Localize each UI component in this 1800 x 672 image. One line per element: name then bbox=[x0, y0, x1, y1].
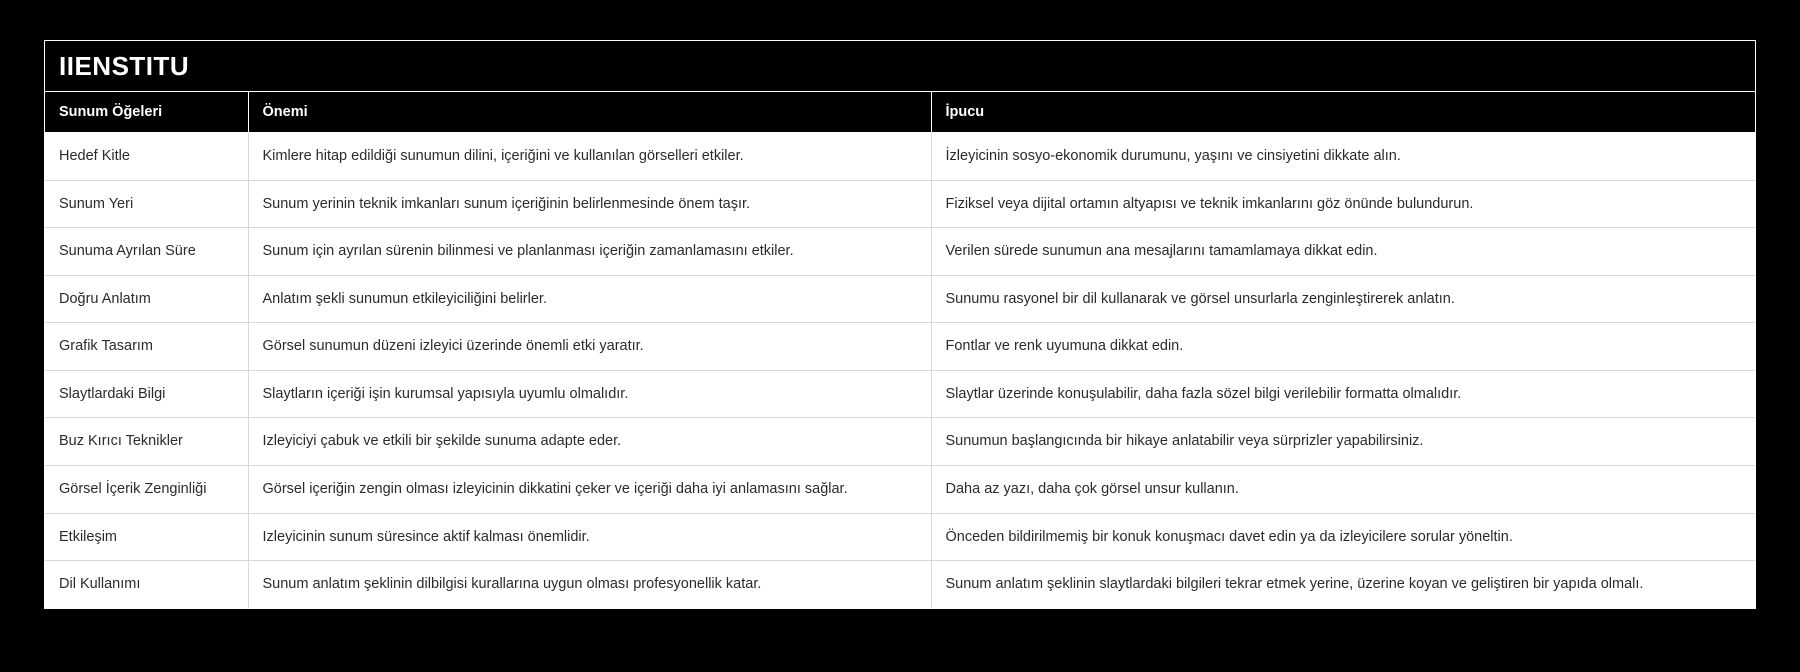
cell-tip: Fontlar ve renk uyumuna dikkat edin. bbox=[931, 323, 1755, 371]
table-header bbox=[45, 92, 1755, 133]
cell-tip: Daha az yazı, daha çok görsel unsur kullanın. bbox=[931, 466, 1755, 514]
cell-why: Slaytların içeriği işin kurumsal yapısıyla uyumlu olmalıdır. bbox=[248, 370, 931, 418]
cell-item: Sunuma Ayrılan Süre bbox=[45, 228, 248, 276]
cell-item: Etkileşim bbox=[45, 513, 248, 561]
cell-item: Hedef Kitle bbox=[45, 133, 248, 181]
cell-tip: Slaytlar üzerinde konuşulabilir, daha fazla sözel bilgi verilebilir formatta olmalıdır. bbox=[931, 370, 1755, 418]
column-header-ipucu: İpucu bbox=[931, 92, 1755, 133]
column-header-onemi: Önemi bbox=[248, 92, 931, 133]
cell-item: Grafik Tasarım bbox=[45, 323, 248, 371]
cell-why: Izleyiciyi çabuk ve etkili bir şekilde sunuma adapte eder. bbox=[248, 418, 931, 466]
cell-item: Görsel İçerik Zenginliği bbox=[45, 466, 248, 514]
table-row bbox=[45, 561, 1755, 608]
cell-why: Sunum anlatım şeklinin dilbilgisi kurallarına uygun olması profesyonellik katar. bbox=[248, 561, 931, 608]
table-row bbox=[45, 323, 1755, 371]
cell-tip: Sunumun başlangıcında bir hikaye anlatabilir veya sürprizler yapabilirsiniz. bbox=[931, 418, 1755, 466]
cell-item: Dil Kullanımı bbox=[45, 561, 248, 608]
cell-tip: Önceden bildirilmemiş bir konuk konuşmacı davet edin ya da izleyicilere sorular yöneltin. bbox=[931, 513, 1755, 561]
cell-why: Sunum için ayrılan sürenin bilinmesi ve planlanması içeriğin zamanlamasını etkiler. bbox=[248, 228, 931, 276]
cell-item: Doğru Anlatım bbox=[45, 275, 248, 323]
table-row bbox=[45, 513, 1755, 561]
cell-tip: Sunum anlatım şeklinin slaytlardaki bilgileri tekrar etmek yerine, üzerine koyan ve geliştiren bir yapıda olmalı. bbox=[931, 561, 1755, 608]
table-row bbox=[45, 418, 1755, 466]
table-row bbox=[45, 370, 1755, 418]
table-row bbox=[45, 180, 1755, 228]
table-row bbox=[45, 133, 1755, 181]
cell-why: Sunum yerinin teknik imkanları sunum içeriğinin belirlenmesinde önem taşır. bbox=[248, 180, 931, 228]
brand-header bbox=[45, 41, 1755, 92]
table-row bbox=[45, 466, 1755, 514]
cell-why: Görsel sunumun düzeni izleyici üzerinde önemli etki yaratır. bbox=[248, 323, 931, 371]
cell-tip: Verilen sürede sunumun ana mesajlarını tamamlamaya dikkat edin. bbox=[931, 228, 1755, 276]
presentation-elements-table-card bbox=[44, 40, 1756, 609]
presentation-elements-table bbox=[45, 92, 1755, 608]
brand-title: IIENSTITU bbox=[59, 51, 190, 81]
table-row bbox=[45, 275, 1755, 323]
cell-item: Sunum Yeri bbox=[45, 180, 248, 228]
table-body bbox=[45, 133, 1755, 608]
cell-item: Slaytlardaki Bilgi bbox=[45, 370, 248, 418]
cell-why: Anlatım şekli sunumun etkileyiciliğini belirler. bbox=[248, 275, 931, 323]
cell-tip: Fiziksel veya dijital ortamın altyapısı ve teknik imkanlarını göz önünde bulundurun. bbox=[931, 180, 1755, 228]
cell-item: Buz Kırıcı Teknikler bbox=[45, 418, 248, 466]
table-row bbox=[45, 228, 1755, 276]
cell-tip: İzleyicinin sosyo-ekonomik durumunu, yaşını ve cinsiyetini dikkate alın. bbox=[931, 133, 1755, 181]
table-header-row bbox=[45, 92, 1755, 133]
column-header-sunum-ogeleri: Sunum Öğeleri bbox=[45, 92, 248, 133]
cell-why: Izleyicinin sunum süresince aktif kalması önemlidir. bbox=[248, 513, 931, 561]
cell-tip: Sunumu rasyonel bir dil kullanarak ve görsel unsurlarla zenginleştirerek anlatın. bbox=[931, 275, 1755, 323]
cell-why: Görsel içeriğin zengin olması izleyicinin dikkatini çeker ve içeriği daha iyi anlamasını sağlar. bbox=[248, 466, 931, 514]
cell-why: Kimlere hitap edildiği sunumun dilini, içeriğini ve kullanılan görselleri etkiler. bbox=[248, 133, 931, 181]
